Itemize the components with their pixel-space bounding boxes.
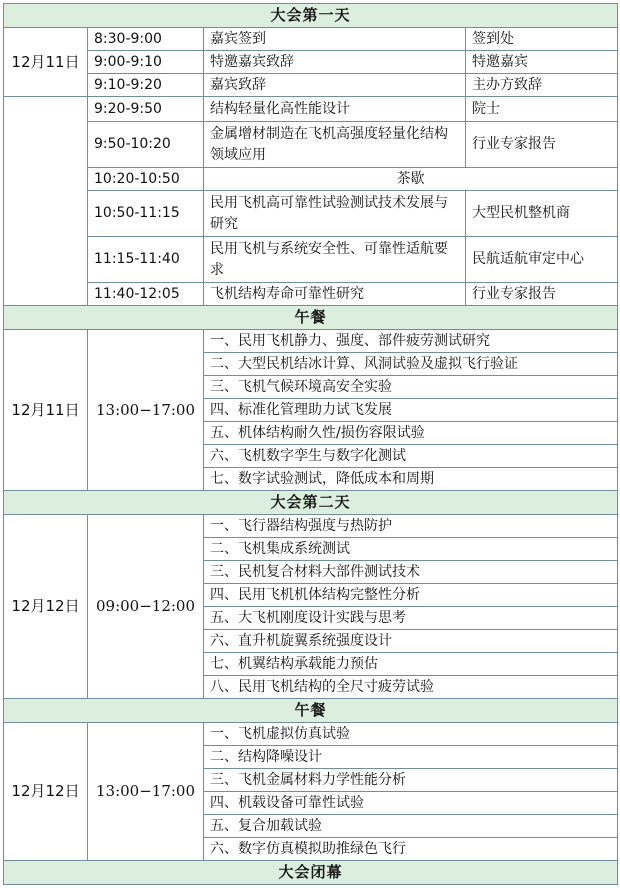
agenda-item: 二、飞机集成系统测试 (204, 538, 618, 561)
schedule-row (4, 97, 618, 122)
agenda-item: 七、机翼结构承载能力预估 (204, 653, 618, 676)
lunch-header: 午餐 (4, 306, 618, 330)
speaker-cell: 特邀嘉宾 (466, 51, 618, 74)
speaker-cell: 签到处 (466, 28, 618, 51)
agenda-item: 六、飞机数字孪生与数字化测试 (204, 445, 618, 468)
agenda-item: 二、大型民机结冰计算、风洞试验及虚拟飞行验证 (204, 353, 618, 376)
topic-cell: 飞机结构寿命可靠性研究 (204, 283, 466, 306)
day2-header: 大会第二天 (4, 491, 618, 515)
speaker-cell: 行业专家报告 (466, 122, 618, 168)
schedule-row (4, 237, 618, 283)
date-cell: 12月12日 (4, 723, 88, 861)
conference-schedule-table (3, 3, 618, 885)
agenda-item: 八、民用飞机结构的全尺寸疲劳试验 (204, 676, 618, 699)
agenda-item: 七、数字试验测试，降低成本和周期 (204, 468, 618, 491)
closing-row (4, 861, 618, 885)
time-cell: 10:20-10:50 (88, 168, 204, 191)
agenda-item: 六、直升机旋翼系统强度设计 (204, 630, 618, 653)
speaker-cell: 主办方致辞 (466, 74, 618, 97)
time-cell: 11:40-12:05 (88, 283, 204, 306)
agenda-item: 三、民机复合材料大部件测试技术 (204, 561, 618, 584)
schedule-row (4, 168, 618, 191)
agenda-item: 三、飞机气候环境高安全实验 (204, 376, 618, 399)
agenda-item: 五、大飞机刚度设计实践与思考 (204, 607, 618, 630)
topic-cell: 特邀嘉宾致辞 (204, 51, 466, 74)
date-cell: 12月11日 (4, 28, 88, 97)
schedule-row (4, 74, 618, 97)
session-time-cell: 13:00−17:00 (88, 723, 204, 861)
day1-header: 大会第一天 (4, 4, 618, 28)
time-cell: 10:50-11:15 (88, 191, 204, 237)
speaker-cell: 行业专家报告 (466, 283, 618, 306)
time-cell: 9:50-10:20 (88, 122, 204, 168)
day1-header-row (4, 4, 618, 28)
topic-cell: 民用飞机高可靠性试验测试技术发展与研究 (204, 191, 466, 237)
agenda-row (4, 723, 618, 746)
agenda-row (4, 330, 618, 353)
date-cell: 12月12日 (4, 515, 88, 699)
lunch-header: 午餐 (4, 699, 618, 723)
agenda-item: 四、机载设备可靠性试验 (204, 792, 618, 815)
session-time-cell: 09:00−12:00 (88, 515, 204, 699)
topic-cell: 金属增材制造在飞机高强度轻量化结构领域应用 (204, 122, 466, 168)
agenda-item: 一、飞行器结构强度与热防护 (204, 515, 618, 538)
agenda-item: 一、民用飞机静力、强度、部件疲劳测试研究 (204, 330, 618, 353)
topic-cell: 结构轻量化高性能设计 (204, 97, 466, 122)
agenda-item: 四、民用飞机机体结构完整性分析 (204, 584, 618, 607)
lunch-row (4, 699, 618, 723)
agenda-item: 四、标准化管理助力试飞发展 (204, 399, 618, 422)
topic-cell: 嘉宾致辞 (204, 74, 466, 97)
schedule-row (4, 283, 618, 306)
speaker-cell: 大型民机整机商 (466, 191, 618, 237)
time-cell: 9:20-9:50 (88, 97, 204, 122)
day2-header-row (4, 491, 618, 515)
agenda-item: 五、机体结构耐久性/损伤容限试验 (204, 422, 618, 445)
schedule-row (4, 51, 618, 74)
agenda-row (4, 515, 618, 538)
speaker-cell: 民航适航审定中心 (466, 237, 618, 283)
topic-cell: 民用飞机与系统安全性、可靠性适航要求 (204, 237, 466, 283)
time-cell: 9:00-9:10 (88, 51, 204, 74)
closing-header: 大会闭幕 (4, 861, 618, 885)
lunch-row (4, 306, 618, 330)
date-cell-empty (4, 97, 88, 306)
speaker-cell: 院士 (466, 97, 618, 122)
agenda-item: 五、复合加载试验 (204, 815, 618, 838)
time-cell: 11:15-11:40 (88, 237, 204, 283)
agenda-item: 三、飞机金属材料力学性能分析 (204, 769, 618, 792)
schedule-row (4, 122, 618, 168)
agenda-item: 一、飞机虚拟仿真试验 (204, 723, 618, 746)
date-cell: 12月11日 (4, 330, 88, 491)
topic-cell: 嘉宾签到 (204, 28, 466, 51)
agenda-item: 六、数字仿真模拟助推绿色飞行 (204, 838, 618, 861)
tea-break-cell: 茶歇 (204, 168, 618, 191)
time-cell: 9:10-9:20 (88, 74, 204, 97)
schedule-row (4, 191, 618, 237)
agenda-item: 二、结构降噪设计 (204, 746, 618, 769)
session-time-cell: 13:00−17:00 (88, 330, 204, 491)
schedule-row (4, 28, 618, 51)
time-cell: 8:30-9:00 (88, 28, 204, 51)
